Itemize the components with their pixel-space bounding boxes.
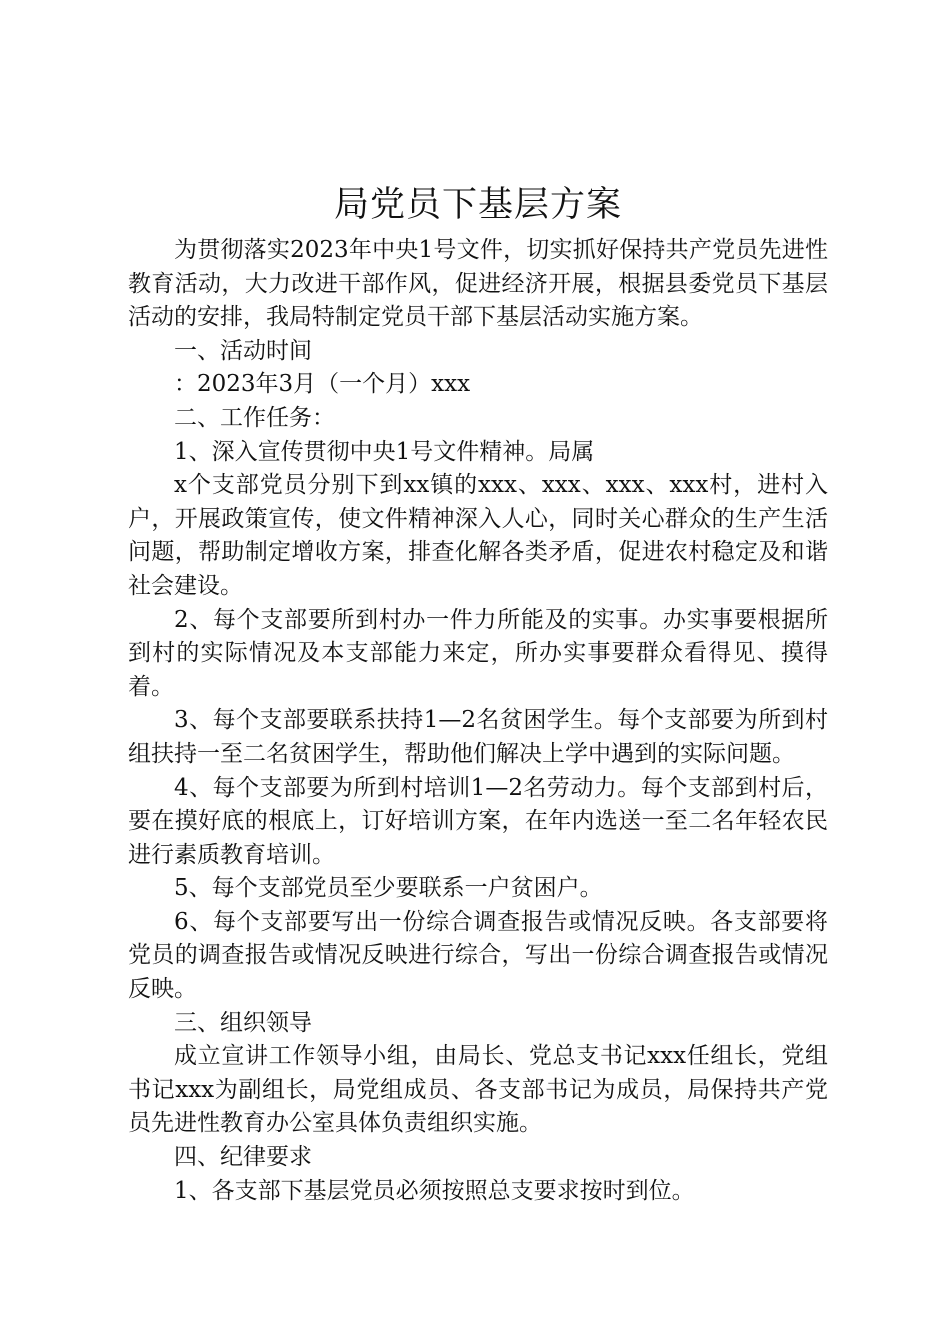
- task-1-body: x个支部党员分别下到xx镇的xxx、xxx、xxx、xxx村，进村入户，开展政策宣传，使文件精神深入人心，同时关心群众的生产生活问题，帮助制定增收方案，排查化解各类矛盾，促进农村稳定及和谐社会建设。: [128, 472, 828, 599]
- task-2: 2、每个支部要所到村办一件力所能及的实事。办实事要根据所到村的实际情况及本支部能力来定，所办实事要群众看得见、摸得着。: [128, 606, 828, 700]
- document-title: 局党员下基层方案: [333, 185, 622, 225]
- section-heading-discipline: 四、纪律要求: [174, 1144, 312, 1171]
- section-heading-organization: 三、组织领导: [174, 1009, 312, 1036]
- task-1-heading: 1、深入宣传贯彻中央1号文件精神。局属: [174, 438, 595, 465]
- discipline-item-1: 1、各支部下基层党员必须按照总支要求按时到位。: [174, 1177, 695, 1204]
- task-4: 4、每个支部要为所到村培训1—2名劳动力。每个支部到村后，要在摸好底的根底上，订好培训方案，在年内选送一至二名年轻农民进行素质教育培训。: [128, 774, 828, 868]
- activity-time-line: ：2023年3月（一个月）xxx: [174, 371, 471, 398]
- task-3: 3、每个支部要联系扶持1—2名贫困学生。每个支部要为所到村组扶持一至二名贫困学生，帮助他们解决上学中遇到的实际问题。: [128, 707, 828, 767]
- document-page: [128, 180, 828, 1208]
- section-heading-activity-time: 一、活动时间: [174, 337, 312, 364]
- section-heading-tasks: 二、工作任务：: [174, 404, 335, 431]
- task-6: 6、每个支部要写出一份综合调查报告或情况反映。各支部要将党员的调查报告或情况反映进行综合，写出一份综合调查报告或情况反映。: [128, 908, 828, 1003]
- task-5: 5、每个支部党员至少要联系一户贫困户。: [174, 875, 603, 902]
- intro-paragraph: 为贯彻落实2023年中央1号文件，切实抓好保持共产党员先进性教育活动，大力改进干部作风，促进经济开展，根据县委党员下基层活动的安排，我局特制定党员干部下基层活动实施方案。: [128, 237, 828, 331]
- organization-body: 成立宣讲工作领导小组，由局长、党总支书记xxx任组长，党组书记xxx为副组长，局党组成员、各支部书记为成员，局保持共产党员先进性教育办公室具体负责组织实施。: [128, 1043, 828, 1137]
